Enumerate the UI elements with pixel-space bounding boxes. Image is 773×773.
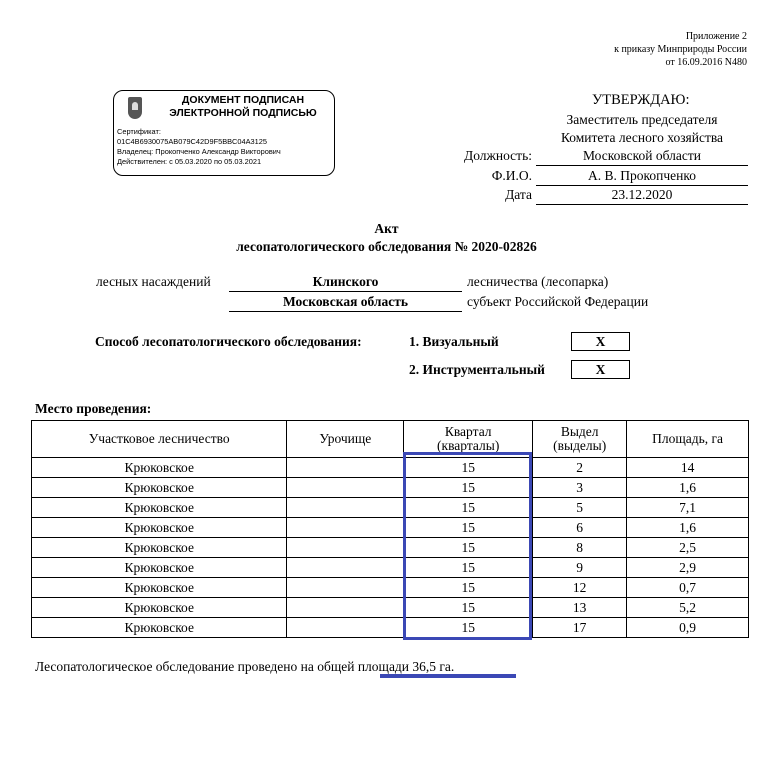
- method-visual-mark: X: [571, 332, 630, 351]
- cell-area: 2,9: [627, 558, 749, 578]
- cell-area: 1,6: [627, 518, 749, 538]
- location-table: [31, 420, 749, 638]
- position-label: Должность:: [464, 148, 532, 163]
- table-row: [32, 618, 749, 638]
- table-row: [32, 458, 749, 478]
- table-row: [32, 598, 749, 618]
- cell-quarter: 15: [404, 478, 533, 498]
- appendix-line-1: Приложение 2: [685, 31, 747, 42]
- stamp-cert-value: 01C4B6930075AB079C42D9F5BBC04A3125: [117, 137, 267, 146]
- cell-quarter: 15: [404, 558, 533, 578]
- cell-forestry: Крюковское: [32, 458, 287, 478]
- cell-quarter: 15: [404, 498, 533, 518]
- cell-allotment: 6: [533, 518, 627, 538]
- cell-forestry: Крюковское: [32, 618, 287, 638]
- cell-area: 5,2: [627, 598, 749, 618]
- appendix-note: [614, 30, 747, 69]
- header-area: Площадь, га: [627, 421, 749, 458]
- stamp-cert-label: Сертификат:: [117, 127, 161, 136]
- region-value: Московская область: [229, 294, 462, 312]
- cell-allotment: 5: [533, 498, 627, 518]
- fio-label: Ф.И.О.: [491, 168, 532, 183]
- method-label: Способ лесопатологического обследования:: [95, 334, 362, 349]
- region-label: субъект Российской Федерации: [467, 294, 649, 309]
- cell-tract: [287, 458, 404, 478]
- cell-quarter: 15: [404, 598, 533, 618]
- cell-tract: [287, 478, 404, 498]
- cell-area: 0,9: [627, 618, 749, 638]
- cell-forestry: Крюковское: [32, 478, 287, 498]
- location-label: Место проведения:: [35, 401, 152, 416]
- forestry-value: Клинского: [229, 274, 462, 292]
- cell-area: 2,5: [627, 538, 749, 558]
- cell-tract: [287, 598, 404, 618]
- appendix-line-2: к приказу Минприроды России: [614, 44, 747, 55]
- table-row: [32, 478, 749, 498]
- moscow-region-crest-icon: [128, 97, 142, 119]
- stamp-title-line-1: ДОКУМЕНТ ПОДПИСАН: [181, 94, 305, 106]
- cell-area: 7,1: [627, 498, 749, 518]
- cell-allotment: 2: [533, 458, 627, 478]
- stamp-validity: Действителен: с 05.03.2020 по 05.03.2021: [117, 157, 262, 166]
- header-quarter: Квартал (кварталы): [404, 421, 533, 458]
- act-subtitle: лесопатологического обследования № 2020-02826: [236, 239, 537, 254]
- cell-allotment: 3: [533, 478, 627, 498]
- cell-forestry: Крюковское: [32, 558, 287, 578]
- table-header-row: [32, 421, 749, 458]
- cell-allotment: 13: [533, 598, 627, 618]
- table-row: [32, 498, 749, 518]
- approval-heading: УТВЕРЖДАЮ:: [592, 92, 690, 108]
- cell-forestry: Крюковское: [32, 578, 287, 598]
- summary-text: Лесопатологическое обследование проведено на общей площади 36,5 га.: [35, 659, 455, 674]
- cell-area: 1,6: [627, 478, 749, 498]
- table-row: [32, 578, 749, 598]
- method-instrumental-mark: X: [571, 360, 630, 379]
- cell-allotment: 17: [533, 618, 627, 638]
- method-option-visual: 1. Визуальный: [409, 334, 499, 349]
- cell-quarter: 15: [404, 618, 533, 638]
- cell-quarter: 15: [404, 458, 533, 478]
- highlight-rectangle: [403, 452, 532, 640]
- cell-allotment: 8: [533, 538, 627, 558]
- cell-tract: [287, 538, 404, 558]
- method-option-instrumental: 2. Инструментальный: [409, 362, 545, 377]
- table-row: [32, 518, 749, 538]
- cell-tract: [287, 558, 404, 578]
- forest-label: лесных насаждений: [96, 274, 211, 289]
- cell-quarter: 15: [404, 538, 533, 558]
- cell-tract: [287, 498, 404, 518]
- approval-position-line-1: Заместитель председателя: [566, 112, 718, 127]
- electronic-signature-stamp: [113, 90, 335, 176]
- table-row: [32, 558, 749, 578]
- stamp-owner: Владелец: Прокопченко Александр Викторович: [117, 147, 281, 156]
- act-title: Акт: [374, 221, 399, 236]
- cell-quarter: 15: [404, 578, 533, 598]
- header-tract: Урочище: [287, 421, 404, 458]
- header-allotment: Выдел (выделы): [533, 421, 627, 458]
- table-row: [32, 538, 749, 558]
- date-value: 23.12.2020: [536, 187, 748, 205]
- fio-value: А. В. Прокопченко: [536, 168, 748, 186]
- cell-tract: [287, 618, 404, 638]
- forestry-label: лесничества (лесопарка): [467, 274, 609, 289]
- cell-forestry: Крюковское: [32, 598, 287, 618]
- cell-allotment: 12: [533, 578, 627, 598]
- cell-tract: [287, 518, 404, 538]
- cell-area: 0,7: [627, 578, 749, 598]
- date-label: Дата: [505, 187, 532, 202]
- appendix-line-3: от 16.09.2016 N480: [665, 57, 747, 68]
- approval-position-line-2: Комитета лесного хозяйства: [560, 130, 724, 145]
- cell-quarter: 15: [404, 518, 533, 538]
- cell-forestry: Крюковское: [32, 518, 287, 538]
- header-forestry: Участковое лесничество: [32, 421, 287, 458]
- cell-forestry: Крюковское: [32, 498, 287, 518]
- cell-allotment: 9: [533, 558, 627, 578]
- position-value: Московской области: [536, 148, 748, 166]
- cell-forestry: Крюковское: [32, 538, 287, 558]
- stamp-title-line-2: ЭЛЕКТРОННОЙ ПОДПИСЬЮ: [169, 107, 317, 119]
- cell-area: 14: [627, 458, 749, 478]
- cell-tract: [287, 578, 404, 598]
